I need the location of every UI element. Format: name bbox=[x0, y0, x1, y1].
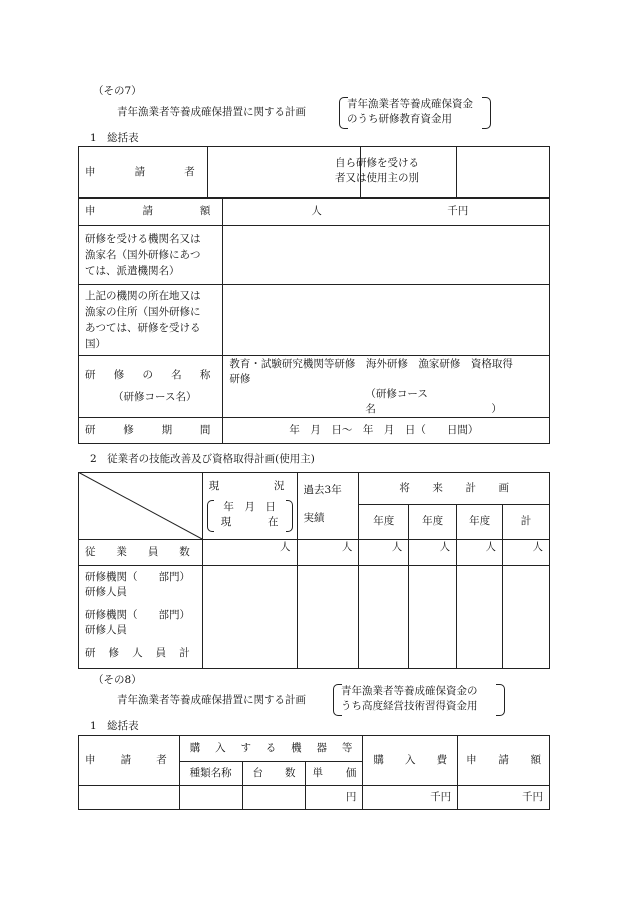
employees-fy3-cell: 人 bbox=[457, 540, 503, 566]
t3-count-header: 台 数 bbox=[242, 762, 306, 786]
summary-table-8 bbox=[78, 735, 550, 810]
part8-title: 青年漁業者等養成確保措置に関する計画 bbox=[117, 694, 306, 706]
training-org-value-cell bbox=[223, 226, 550, 285]
fy-header-1: 年度 bbox=[359, 505, 409, 540]
t3-applicant-value bbox=[79, 786, 180, 810]
fy-header-3: 年度 bbox=[457, 505, 503, 540]
current-status-header: 現 況 年 月 日 現 在 bbox=[202, 473, 297, 540]
t3-kind-value bbox=[179, 786, 242, 810]
current-date-line: 年 月 日 bbox=[223, 501, 276, 514]
address-value-cell bbox=[223, 285, 550, 356]
course-options-line1: 教育・試験研究機関等研修 海外研修 漁家研修 資格取得 bbox=[229, 357, 513, 370]
period-value-cell: 年 月 日～ 年 月 日（ 日間） bbox=[223, 418, 550, 444]
employees-past-cell: 人 bbox=[297, 540, 359, 566]
part7-bracket-line2: のうち研修教育資金用 bbox=[347, 113, 452, 125]
part7-bracket-text bbox=[347, 97, 473, 127]
self-or-employer-value-cell bbox=[457, 147, 550, 199]
part8-bracket-line2: うち高度経営技術習得資金用 bbox=[341, 700, 478, 712]
training-fy2-cell bbox=[409, 566, 457, 669]
part7-title: 青年漁業者等養成確保措置に関する計画 bbox=[117, 106, 306, 118]
amount-value-cell bbox=[223, 198, 550, 226]
employees-fy2-cell: 人 bbox=[409, 540, 457, 566]
t3-amount-value: 千円 bbox=[458, 786, 550, 810]
self-or-employer-label: 自ら研修を受ける 者又は使用主の別 bbox=[335, 157, 419, 184]
diagonal-header-cell bbox=[79, 473, 203, 540]
current-date-bracket: 年 月 日 現 在 bbox=[207, 500, 293, 530]
training-groups-label-cell: 研修機関（ 部門） 研修人員 研修機関（ 部門） 研修人員 研 修 人 員 計 bbox=[79, 566, 203, 669]
employee-plan-table bbox=[78, 472, 550, 669]
total-header: 計 bbox=[503, 505, 550, 540]
employees-fy1-cell: 人 bbox=[359, 540, 409, 566]
employees-current-cell: 人 bbox=[202, 540, 297, 566]
training-fy1-cell bbox=[359, 566, 409, 669]
t3-unit-header: 単 価 bbox=[306, 762, 363, 786]
t3-amount-header: 申 請 額 bbox=[458, 736, 550, 786]
training-total-cell bbox=[503, 566, 550, 669]
t3-purchase-header: 購 入 す る 機 器 等 bbox=[179, 736, 363, 762]
future-plan-header: 将 来 計 画 bbox=[359, 473, 550, 505]
course-paren: （研修コース名 ） bbox=[365, 387, 502, 415]
amount-label-cell: 申 請 額 bbox=[79, 198, 223, 226]
amount-people-unit: 人 bbox=[311, 204, 322, 217]
applicant-label-cell: 申 請 者 bbox=[79, 147, 208, 199]
t3-cost-value: 千円 bbox=[363, 786, 458, 810]
fy-header-2: 年度 bbox=[409, 505, 457, 540]
summary-table-7-body bbox=[78, 197, 550, 444]
t3-kind-header: 種類名称 bbox=[179, 762, 242, 786]
past-3-years-header: 過去3年 実績 bbox=[297, 473, 359, 540]
course-name-value-cell bbox=[223, 356, 550, 418]
t3-unit-value: 円 bbox=[306, 786, 363, 810]
t3-cost-header: 購 入 費 bbox=[363, 736, 458, 786]
course-options-line2: 研修 bbox=[229, 372, 251, 385]
part7-label: （その7） bbox=[93, 85, 142, 97]
part7-section1-heading: 1 総括表 bbox=[90, 132, 139, 144]
training-past-cell bbox=[297, 566, 359, 669]
t3-count-value bbox=[242, 786, 306, 810]
course-sub-label: （研修コース名） bbox=[113, 390, 197, 403]
period-label-cell: 研 修 期 間 bbox=[79, 418, 223, 444]
address-label-cell: 上記の機関の所在地又は 漁家の住所（国外研修に あつては、研修を受ける 国） bbox=[79, 285, 223, 356]
part7-bracket-line1: 青年漁業者等養成確保資金 bbox=[347, 98, 473, 110]
t3-applicant-header: 申 請 者 bbox=[79, 736, 180, 786]
training-fy3-cell bbox=[457, 566, 503, 669]
part8-bracket-line1: 青年漁業者等養成確保資金の bbox=[341, 685, 478, 697]
training-org-label-cell: 研修を受ける機関名又は 漁家名（国外研修にあつ ては、派遣機関名） bbox=[79, 226, 223, 285]
part8-label: （その8） bbox=[93, 674, 142, 686]
part8-bracket-text bbox=[341, 684, 478, 714]
part7-section2-heading: 2 従業者の技能改善及び資格取得計画(使用主) bbox=[90, 453, 315, 465]
employees-label-cell: 従 業 員 数 bbox=[79, 540, 203, 566]
summary-table-7 bbox=[78, 146, 550, 199]
part8-section1-heading: 1 総括表 bbox=[90, 720, 139, 732]
amount-yen-unit: 千円 bbox=[447, 204, 469, 217]
training-current-cell bbox=[202, 566, 297, 669]
course-name-label-cell: 研 修 の 名 称 （研修コース名） bbox=[79, 356, 223, 418]
employees-total-cell: 人 bbox=[503, 540, 550, 566]
